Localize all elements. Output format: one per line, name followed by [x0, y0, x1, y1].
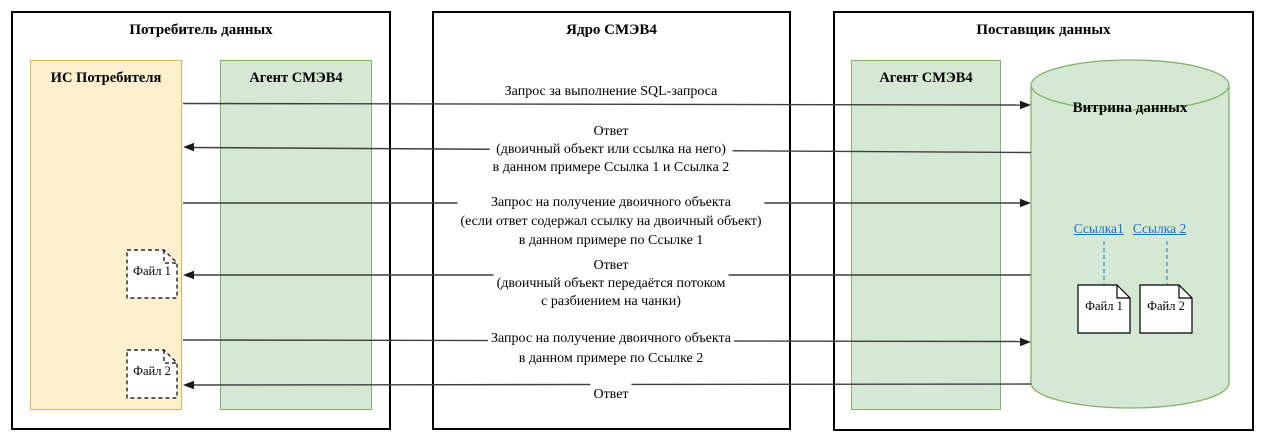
- message-label-get-object2: Запрос на получение двоичного объекта в данном примере по Ссылке 2: [488, 329, 734, 369]
- message-label-final-response: Ответ: [590, 381, 631, 404]
- provider-file2-label: Файл 2: [1147, 299, 1185, 313]
- consumer-frame-title: Потребитель данных: [129, 22, 273, 38]
- provider-agent-box-title: Агент СМЭВ4: [879, 70, 973, 86]
- arrow-sql-request: [183, 101, 1031, 109]
- datamart-title: Витрина данных: [1072, 100, 1188, 116]
- message-label-get-object1: Запрос на получение двоичного объекта (если ответ содержал ссылку на двоичный объект) в данном примере по Ссылке 1: [457, 193, 764, 250]
- message-label-sql-request: Запрос за выполнение SQL-запроса: [502, 83, 721, 101]
- provider-frame-title: Поставщик данных: [976, 22, 1111, 38]
- consumer-agent-box-title: Агент СМЭВ4: [249, 70, 343, 86]
- message-label-response-links: Ответ (двоичный объект или ссылка на него) в данном примере Ссылка 1 и Ссылка 2: [490, 123, 733, 177]
- provider-file1-label: Файл 1: [1085, 299, 1123, 313]
- consumer-file1-label: Файл 1: [133, 264, 171, 278]
- consumer-is-box-title: ИС Потребителя: [50, 70, 162, 86]
- message-label-response-stream: Ответ (двоичный объект передаётся потоком с разбиением на чанки): [494, 257, 729, 311]
- core-frame-title: Ядро СМЭВ4: [566, 22, 657, 38]
- datamart-links-row: [1031, 220, 1229, 237]
- consumer-file2-label: Файл 2: [133, 364, 171, 378]
- link1[interactable]: Ссылка1: [1073, 221, 1124, 236]
- link2[interactable]: Ссылка 2: [1132, 221, 1187, 236]
